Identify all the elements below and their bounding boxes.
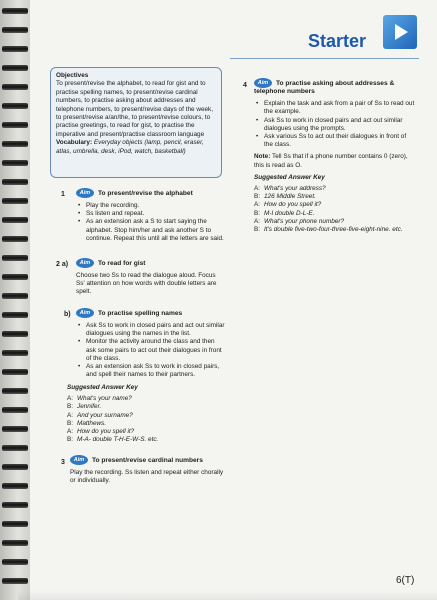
objectives-heading: Objectives xyxy=(56,72,89,79)
answer-line: A: What's your name? xyxy=(67,395,132,403)
answer-key-title: Suggested Answer Key xyxy=(254,173,325,181)
list-item: • Ask Ss to work in closed pairs and act out similar dialogues using the names in the list. xyxy=(76,322,226,338)
section-title: To practise spelling names xyxy=(98,309,183,317)
section-title: To present/revise cardinal numbers xyxy=(92,456,203,464)
binding-coil xyxy=(2,464,28,470)
section-heading xyxy=(76,308,226,318)
page-title: Starter xyxy=(308,31,367,51)
binding-coil xyxy=(2,388,28,394)
page-shadow xyxy=(18,590,437,600)
list-item: • Ask various Ss to act out their dialogues in front of the class. xyxy=(254,133,416,149)
answer-line: A: What's your address? xyxy=(254,185,326,193)
answer-line: A: What's your phone number? xyxy=(254,217,345,225)
section-number: 4 xyxy=(243,82,247,89)
list-item: • Play the recording. xyxy=(76,202,226,210)
answer-line: B: It's double five-two-four-three-five-eight-nine. etc. xyxy=(254,226,403,234)
bullet-list xyxy=(76,202,226,243)
aim-icon: Aim xyxy=(254,78,272,88)
binding-coil xyxy=(2,540,28,546)
list-item: • Ask Ss to work in closed pairs and act out similar dialogues using the prompts. xyxy=(254,117,416,133)
aim-icon: Aim xyxy=(76,258,94,268)
section-title: To read for gist xyxy=(98,259,146,267)
aim-icon: Aim xyxy=(76,308,94,318)
section-3 xyxy=(70,455,226,485)
binding-coil xyxy=(2,160,28,166)
section-2b xyxy=(76,308,226,379)
section-text: Play the recording. Ss listen and repeat either chorally or individually. xyxy=(70,469,224,485)
header-rule xyxy=(230,58,419,59)
binding-coil xyxy=(2,179,28,185)
section-title: To practise asking about addresses & telephone numbers xyxy=(254,79,395,95)
binding-coil xyxy=(2,84,28,90)
binding-coil xyxy=(2,407,28,413)
list-item: • As an extension ask Ss to work in closed pairs, and spell their names to their partners. xyxy=(76,363,226,379)
answer-key-left xyxy=(67,384,227,444)
note-text: Tell Ss that if a phone number contains 0 (zero), this is read as O. xyxy=(254,153,408,169)
section-title: To present/revise the alphabet xyxy=(98,189,193,197)
answer-line: B: Jennifer. xyxy=(67,403,102,411)
section-number: 3 xyxy=(61,459,65,466)
binding-coil xyxy=(2,350,28,356)
section-number: 2 a) xyxy=(56,261,69,268)
vocabulary-line xyxy=(56,139,216,156)
binding-coil xyxy=(2,8,28,14)
section-number: 1 xyxy=(61,191,65,198)
binding-coil xyxy=(2,274,28,280)
vocabulary-text: Everyday objects (lamp, pencil, eraser, atlas, umbrella, desk, iPod, watch, basketball) xyxy=(56,139,204,155)
binding-coil xyxy=(2,578,28,584)
binding-coil xyxy=(2,369,28,375)
binding-coil xyxy=(2,255,28,261)
binding-coil xyxy=(2,483,28,489)
section-number: b) xyxy=(64,311,71,318)
page-number: 6(T) xyxy=(396,575,415,586)
binding-coil xyxy=(2,236,28,242)
section-heading xyxy=(76,258,226,268)
binding-coil xyxy=(2,46,28,52)
answer-line: B: 126 Middle Street. xyxy=(254,193,316,201)
spiral-binding xyxy=(0,0,30,600)
section-heading xyxy=(254,78,416,96)
answer-line: B: Matthews. xyxy=(67,419,107,427)
answer-key-title: Suggested Answer Key xyxy=(67,384,138,391)
section-text: Choose two Ss to read the dialogue aloud. Focus Ss' attention on how words with double letters are spelt. xyxy=(76,272,217,296)
answer-line: A: And your surname? xyxy=(67,411,133,419)
list-item: • Explain the task and ask from a pair of Ss to read out the example. xyxy=(254,100,416,116)
answer-line: A: How do you spell it? xyxy=(254,201,322,209)
section-heading xyxy=(70,455,226,465)
binding-coil xyxy=(2,312,28,318)
vocabulary-label: Vocabulary: xyxy=(56,139,93,147)
objectives-text: To present/revise the alphabet, to read for gist and to practise spelling names, to present/revise cardinal numbers, to practise asking about addresses and telephone numbers, to present/revise days of the week, to present/revise a/an/the, to present/revise colours, to practise greetings, to read for gist, to practise the imperative and present/practise classroom language xyxy=(56,80,214,138)
binding-coil xyxy=(2,217,28,223)
bullet-list xyxy=(76,322,226,379)
binding-coil xyxy=(2,141,28,147)
aim-icon: Aim xyxy=(76,188,94,198)
binding-coil xyxy=(2,521,28,527)
section-4 xyxy=(254,78,416,234)
binding-coil xyxy=(2,559,28,565)
section-heading xyxy=(76,188,226,198)
bullet-list xyxy=(254,100,416,149)
play-icon[interactable] xyxy=(383,15,417,49)
list-item: • Monitor the activity around the class and then ask some pairs to act out their dialogues in front of the class. xyxy=(76,338,226,363)
note xyxy=(254,153,416,169)
binding-coil xyxy=(2,65,28,71)
binding-coil xyxy=(2,445,28,451)
list-item: • Ss listen and repeat. xyxy=(76,210,226,218)
binding-coil xyxy=(2,103,28,109)
binding-coil xyxy=(2,502,28,508)
aim-icon: Aim xyxy=(70,455,88,465)
section-1 xyxy=(76,188,226,243)
answer-line: A: How do you spell it? xyxy=(67,428,135,436)
section-2a xyxy=(76,258,226,297)
list-item: • As an extension ask a S to start saying the alphabet. Stop him/her and ask another S to continue. Repeat this until all the letters are said. xyxy=(76,218,226,243)
objectives-box xyxy=(50,67,222,178)
binding-coil xyxy=(2,198,28,204)
binding-coil xyxy=(2,122,28,128)
binding-coil xyxy=(2,27,28,33)
answer-line: B: M-A- double T-H-E-W-S. etc. xyxy=(67,436,159,444)
answer-line: B: M-I double D-L-E. xyxy=(254,209,315,217)
binding-coil xyxy=(2,293,28,299)
binding-coil xyxy=(2,331,28,337)
binding-coil xyxy=(2,426,28,432)
note-label: Note: xyxy=(254,153,271,161)
